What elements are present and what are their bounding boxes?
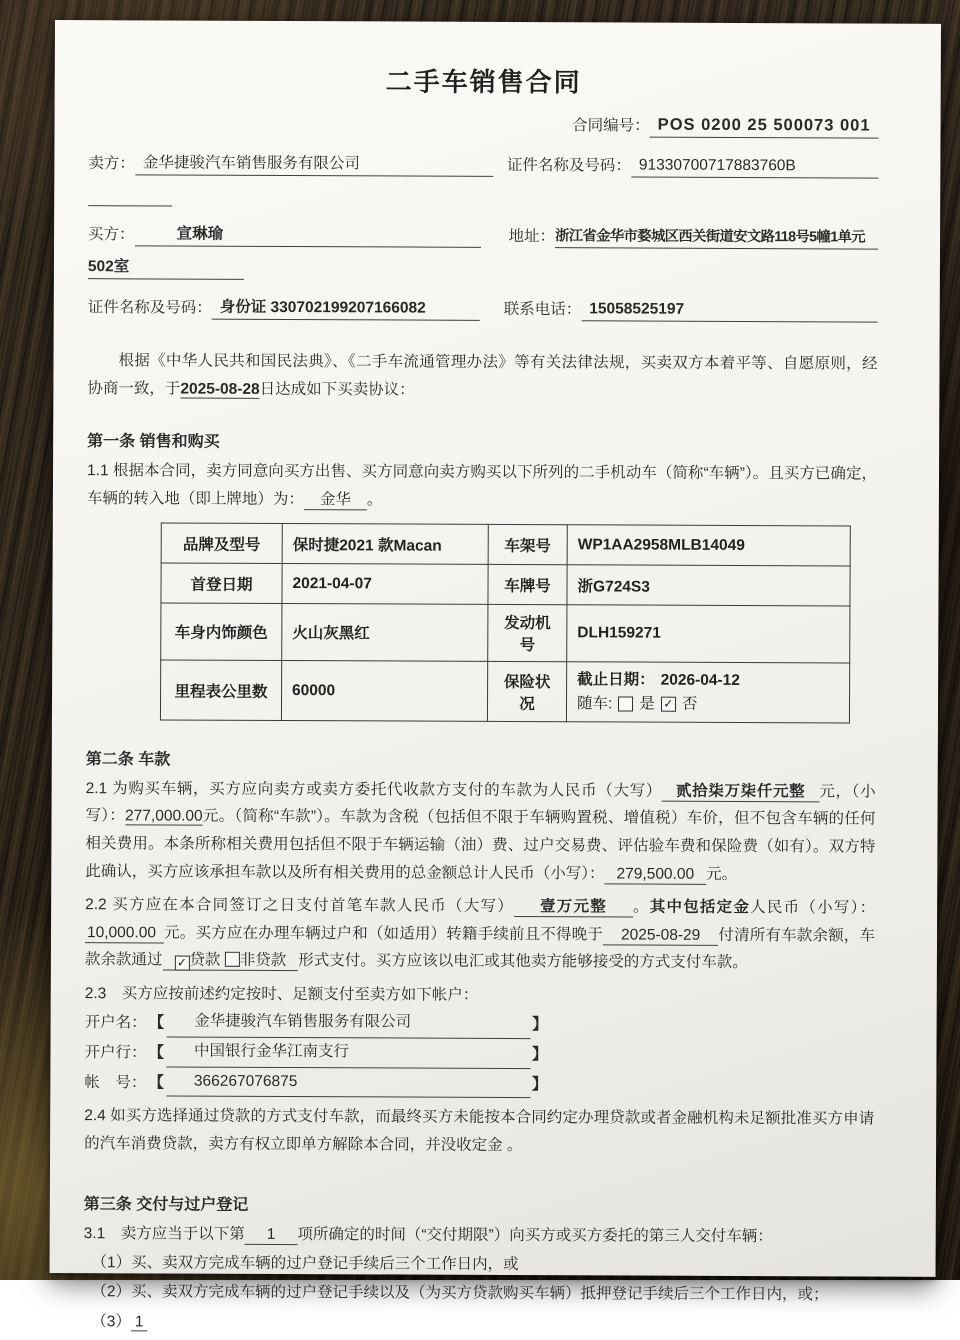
preamble-text-after: 日达成如下买卖协议： (259, 380, 415, 399)
plate-no-label: 车牌号 (488, 565, 567, 605)
clause-3-1-b: 项所确定的时间（“交付期限”）向买方或买方委托的第三人交付车辆： (297, 1226, 773, 1246)
delivery-option-number: 1 (245, 1226, 298, 1245)
clause-3-1 (84, 1220, 874, 1251)
insurance-expiry-label: 截止日期： (577, 671, 655, 689)
engine-no-value: DLH159271 (567, 605, 850, 663)
delivery-option-1: （1）买、卖双方完成车辆的过户登记手续后三个工作日内，或 (91, 1254, 519, 1273)
balance-due-date: 2025-08-29 (603, 926, 718, 946)
checkbox-non-loan (225, 952, 240, 967)
clause-2-2-e: 付清所有车款余额，车款余款通过 (84, 926, 876, 969)
clause-2-1-d: 元。 (706, 865, 738, 883)
first-reg-date-value: 2021-04-07 (282, 564, 488, 605)
seller-cert-value: 91330700717883760B (631, 157, 879, 179)
color-value: 火山灰黑红 (282, 604, 488, 662)
bracket-close: 】 (532, 1016, 548, 1034)
delivery-option-2: （2）买、卖双方完成车辆的过户登记手续以及（为买方贷款购买车辆）抵押登记手续后三个工作日内，或； (91, 1283, 829, 1304)
seller-name-value: 金华捷骏汽车销售服务有限公司 (135, 150, 493, 177)
bank-label: 开户行： (84, 1044, 147, 1062)
table-row (161, 523, 850, 566)
account-name-value: 金华捷骏汽车销售服务有限公司 (166, 1008, 530, 1039)
insurance-with-vehicle-line (577, 692, 839, 716)
seller-label: 卖方： (88, 155, 135, 173)
section3-heading: 第三条 交付与过户登记 (83, 1196, 249, 1215)
insurance-no-label: 否 (681, 695, 698, 713)
delivery-option-3 (83, 1307, 873, 1340)
address-value-line2: 502室 (88, 254, 244, 280)
bracket-close: 】 (531, 1046, 548, 1064)
contract-number-value: POS 0200 25 500073 001 (650, 116, 879, 139)
loan-label: 贷款 (189, 951, 221, 970)
mileage-value: 60000 (281, 661, 487, 721)
insurance-expiry-line (577, 669, 839, 693)
first-reg-date-label: 首登日期 (161, 563, 282, 604)
account-name-label: 开户名： (84, 1014, 147, 1032)
mileage-label: 里程表公里数 (160, 660, 281, 720)
table-row (160, 660, 849, 723)
clause-3-1-a: 3.1 卖方应当于以下第 (83, 1225, 245, 1244)
seller-cert-label: 证件名称及号码： (506, 156, 631, 175)
deposit-amount: 10,000.00 (85, 924, 164, 943)
brand-model-value: 保时捷2021 款Macan (282, 524, 488, 565)
vehicle-info-table (160, 523, 851, 724)
price-amount-numeric: 277,000.00 (125, 807, 203, 826)
clause-2-2-f: 形式支付。买方应该以电汇或其他卖方能够接受的方式支付车款。 (298, 952, 748, 972)
page-title: 二手车销售合同 (385, 66, 582, 98)
phone-label: 联系电话： (503, 300, 582, 319)
clause-1-1-text: 1.1 根据本合同，卖方同意向买方出售、买方同意向卖方购买以下所列的二手机动车（简称“车辆”）。且买方已确定，车辆的转入地（即上牌地）为： (86, 462, 878, 508)
buyer-label: 买方： (88, 226, 135, 244)
account-number-label: 帐 号： (84, 1073, 147, 1092)
bracket-open: 【 (148, 1014, 165, 1032)
section2-heading: 第二条 车款 (85, 750, 171, 769)
delivery-option-3-label: （3） (91, 1312, 131, 1331)
bank-value: 中国银行金华江南支行 (166, 1038, 530, 1069)
buyer-row (88, 221, 878, 249)
section1-heading: 第一条 销售和购买 (87, 433, 220, 451)
buyer-cert-row (88, 294, 878, 322)
deposit-included-bold: 其中包括定金 (649, 898, 751, 917)
preamble-text-before: 根据《中华人民共和国民法典》、《二手车流通管理办法》等有关法律法规，买卖双方本着平等、自愿原则，经协商一致，于 (87, 352, 878, 398)
insurance-expiry-date: 2026-04-12 (660, 671, 740, 690)
color-label: 车身内饰颜色 (161, 603, 282, 661)
address-value-line1: 浙江省金华市婺城区西关街道安文路118号5幢1单元 (555, 225, 878, 249)
clause-2-2-d: 元。买方应在办理车辆过户和（如适用）转籍手续前且不得晚于 (163, 924, 604, 944)
bracket-open: 【 (148, 1074, 164, 1092)
non-loan-label: 非贷款 (239, 952, 287, 970)
table-row (161, 603, 850, 663)
first-payment-chinese: 壹万元整 (514, 898, 633, 918)
engine-no-label: 发动机号 (488, 605, 567, 662)
contract-content (49, 20, 941, 1340)
transfer-place-value: 金华 (304, 491, 367, 510)
address-line2-row (88, 254, 878, 282)
address-label: 地址： (508, 227, 556, 246)
insurance-yes-label: 是 (639, 695, 655, 713)
clause-2-1-b: 元，（小写）： (85, 783, 876, 825)
agreement-date: 2025-08-28 (180, 380, 260, 398)
total-amount-numeric: 279,500.00 (605, 865, 707, 884)
checkbox-insurance-yes (618, 696, 633, 711)
clause-2-3: 2.3 买方应按前述约定按时、足额支付至卖方如下帐户： (84, 984, 479, 1004)
vin-value: WP1AA2958MLB14049 (567, 525, 850, 566)
clause-2-2-c: 人民币（小写）： (750, 899, 876, 917)
payment-method-field (162, 952, 298, 972)
clause-2-2-b: 。 (632, 898, 650, 916)
bracket-open: 【 (148, 1044, 165, 1062)
phone-value: 15058525197 (581, 300, 878, 322)
account-number-row (84, 1067, 874, 1100)
seller-row (88, 150, 878, 178)
clause-2-1-c: 元。（简称“车款”）。车款为含税（包括但不限于车辆购置税、增值税）车价，但不包含车辆的任何相关费用。本条所称相关费用包括但不限于车辆运输（油）费、过户交易费、评估验车费和保险费（如有）。双方特此确认，买方应该承担车款以及所有相关费用的总金额总计人民币（小写）： (85, 808, 876, 882)
clause-2-2-a: 2.2 买方应在本合同签订之日支付首笔车款人民币（大写） (85, 896, 515, 916)
checkbox-loan-checked: ✓ (174, 956, 189, 971)
contract-number-label: 合同编号： (572, 117, 650, 135)
plate-no-value: 浙G724S3 (567, 565, 850, 606)
contract-page (50, 20, 941, 1331)
clause-2-4: 2.4 如买方选择通过贷款的方式支付车款，而最终买方未能按本合同约定办理贷款或者金融机构未足额批准买方申请的汽车消费贷款，卖方有权立即单方解除本合同，并没收定金 。 (84, 1107, 875, 1154)
clause-1-1 (87, 457, 877, 516)
buyer-cert-label: 证件名称及号码： (87, 299, 212, 317)
buyer-cert-value: 身份证 330702199207166082 (212, 295, 480, 321)
contract-number-row (88, 111, 878, 138)
with-vehicle-label: 随车: (576, 694, 613, 713)
bank-row (84, 1037, 874, 1070)
seller-name-continuation-underline (88, 185, 172, 206)
delivery-option-3-value: 1 (131, 1313, 148, 1331)
clause-2-1-a: 2.1 为购买车辆，买方应向卖方或卖方委托代收款方支付的车款为人民币（大写） (85, 779, 663, 800)
clause-1-1-tail: 。 (366, 491, 383, 509)
bracket-close: 】 (531, 1075, 548, 1093)
insurance-label: 保险状况 (487, 662, 566, 722)
account-name-row (85, 1008, 875, 1041)
brand-model-label: 品牌及型号 (161, 523, 282, 564)
buyer-name-value: 宣琳瑜 (135, 221, 481, 248)
table-row (161, 563, 850, 606)
vin-label: 车架号 (488, 525, 567, 565)
insurance-cell (566, 662, 849, 723)
checkbox-insurance-no-checked: ✓ (661, 696, 676, 711)
clause-2-1 (85, 775, 875, 889)
account-number-value: 366267076875 (166, 1067, 530, 1098)
preamble-paragraph (87, 347, 877, 406)
clause-2-2 (85, 891, 875, 977)
price-amount-chinese: 贰拾柒万柒仟元整 (662, 782, 819, 802)
